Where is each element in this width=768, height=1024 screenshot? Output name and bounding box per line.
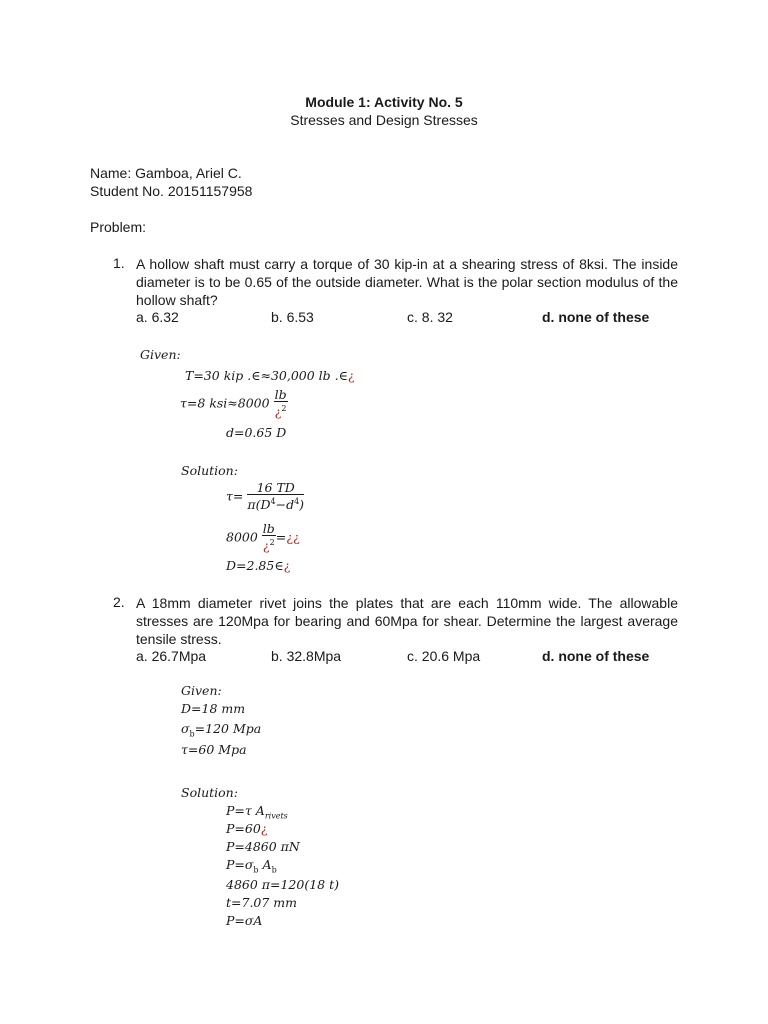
document-title: Module 1: Activity No. 5 (305, 94, 463, 110)
problem-1-choice-b: b. 6.53 (271, 309, 314, 325)
problem-1-solution-eq3: D=2.85∈¿ (226, 558, 291, 573)
student-name: Name: Gamboa, Ariel C. (90, 165, 242, 181)
problem-2-solution-l6: t=7.07 mm (226, 895, 298, 910)
problem-2-solution-l7: P=σA (226, 913, 263, 928)
problem-2-solution-l2: P=60¿ (226, 821, 268, 836)
problem-1-text: A hollow shaft must carry a torque of 30 kip-in at a shearing stress of 8ksi. The inside diameter is to be 0.65 of the outside diameter. What is the polar section modulus of the hollow shaft? (136, 256, 678, 308)
encoding-mark: ¿ (347, 368, 355, 383)
problem-1-given-d: d=0.65 D (226, 425, 287, 440)
problem-1-given-torque: T=30 kip .∈≈30,000 lb .∈¿ (185, 368, 355, 383)
problem-2-given-label: Given: (181, 683, 222, 698)
problem-2-solution-label: Solution: (181, 785, 238, 800)
problem-2-text: A 18mm diameter rivet joins the plates that are each 110mm wide. The allowable stresses are 120Mpa for bearing and 60Mpa for shear. Determine the largest average tensile stress. (136, 595, 678, 647)
document-subtitle: Stresses and Design Stresses (290, 112, 478, 128)
problem-2-given-d: D=18 mm (181, 701, 246, 716)
problem-2-solution-l1: P=τ $A_{rivets}$ (226, 803, 288, 821)
problem-1-choice-d: d. none of these (542, 309, 650, 325)
student-number: Student No. 20151157958 (90, 183, 253, 199)
problem-2-solution-l5: 4860 π=120(18 t) (226, 877, 339, 892)
problem-label: Problem: (90, 219, 147, 235)
problem-2-given-sigma-b: $\sigma_b=120$ Mpa (181, 721, 262, 739)
problem-2-choice-b: b. 32.8Mpa (271, 648, 342, 664)
problem-2-number: 2. (113, 594, 125, 610)
problem-1-choice-a: a. 6.32 (136, 309, 179, 325)
problem-1-solution-label: Solution: (181, 463, 238, 478)
problem-2-solution-l4: $P=\sigma_b$ $A_b$ (226, 857, 277, 875)
problem-1-given-tau: τ=8 ksi≈8000 $\frac{lb}{¿^2}$ (180, 387, 287, 420)
problem-2-choice-c: c. 20.6 Mpa (407, 648, 481, 664)
problem-1-solution-eq1: τ= $\frac{16 TD}{\pi(D^4-d^4)}$ (226, 480, 305, 513)
problem-1-solution-eq2: 8000 $\frac{lb}{¿^2}$ =¿¿ (226, 521, 300, 554)
problem-2-given-tau: τ=60 Mpa (181, 742, 247, 757)
problem-2-choice-a: a. 26.7Mpa (136, 648, 207, 664)
problem-2-solution-l3: P=4860 πN (226, 839, 300, 854)
problem-1-given-label: Given: (140, 347, 181, 362)
problem-1-number: 1. (113, 255, 125, 271)
problem-2-choice-d: d. none of these (542, 648, 650, 664)
problem-1-choice-c: c. 8. 32 (407, 309, 453, 325)
